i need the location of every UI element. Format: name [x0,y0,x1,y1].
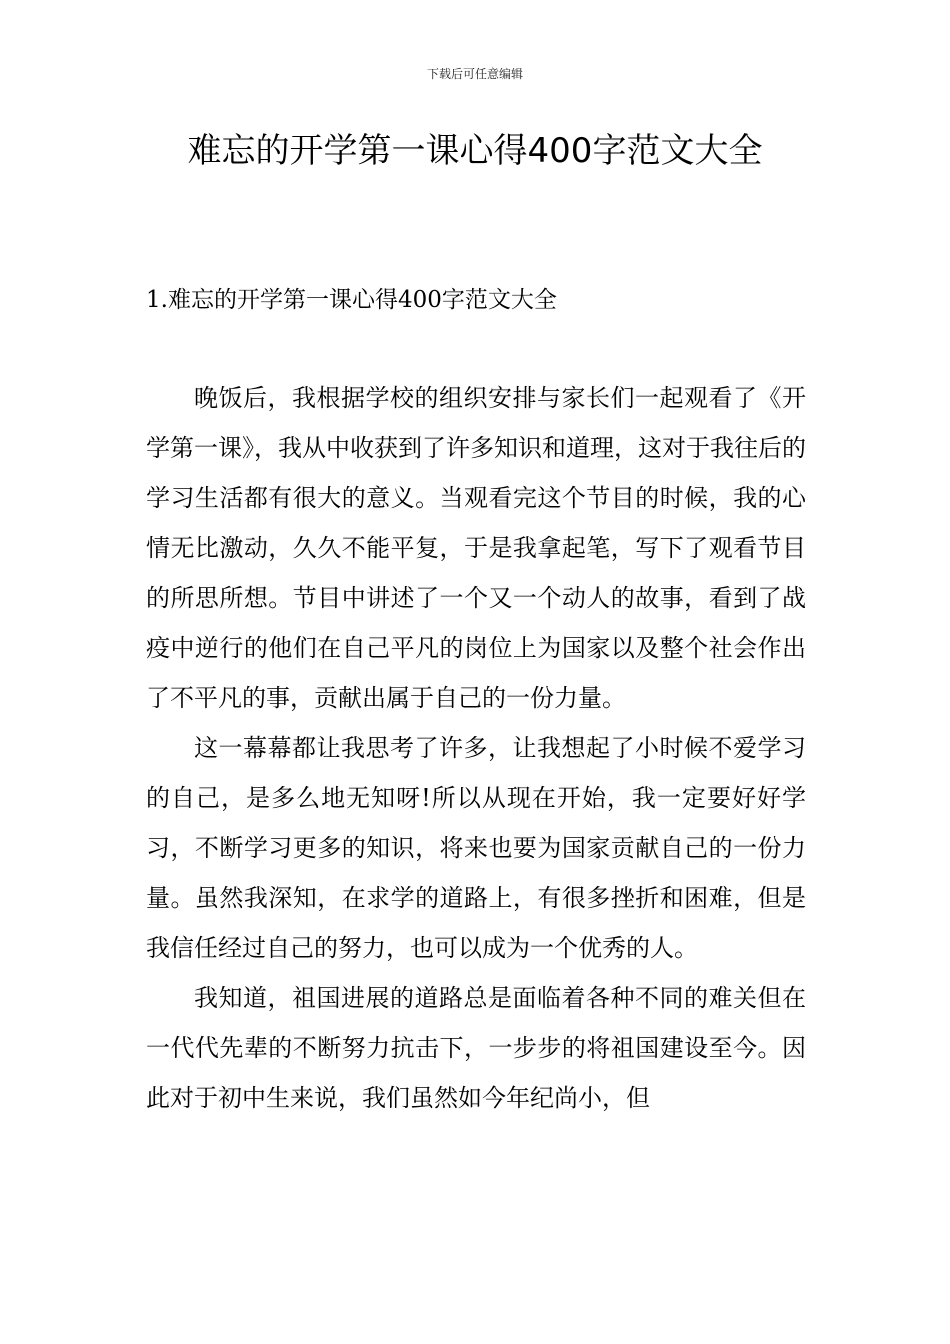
paragraph: 我知道，祖国进展的道路总是面临着各种不同的难关但在一代代先辈的不断努力抗击下，一步步的将祖国建设至今。因此对于初中生来说，我们虽然如今年纪尚小，但 [146,984,806,1112]
paragraph: 晚饭后，我根据学校的组织安排与家长们一起观看了《开学第一课》，我从中收获到了许多知识和道理，这对于我往后的学习生活都有很大的意义。当观看完这个节目的时候，我的心情无比激动，久久不能平复，于是我拿起笔，写下了观看节目的所思所想。节目中讲述了一个又一个动人的故事，看到了战疫中逆行的他们在自己平凡的岗位上为国家以及整个社会作出了不平凡的事，贡献出属于自己的一份力量。 [146,384,806,712]
paragraph: 这一幕幕都让我思考了许多，让我想起了小时候不爱学习的自己，是多么地无知呀!所以从现在开始，我一定要好好学习，不断学习更多的知识，将来也要为国家贡献自己的一份力量。虽然我深知，在求学的道路上，有很多挫折和困难，但是我信任经过自己的努力，也可以成为一个优秀的人。 [146,734,806,962]
section-heading: 1.难忘的开学第一课心得400字范文大全 [146,287,557,313]
header-note: 下载后可任意编辑 [426,67,523,81]
document-title: 难忘的开学第一课心得400字范文大全 [187,131,763,171]
body-text [146,373,806,1123]
